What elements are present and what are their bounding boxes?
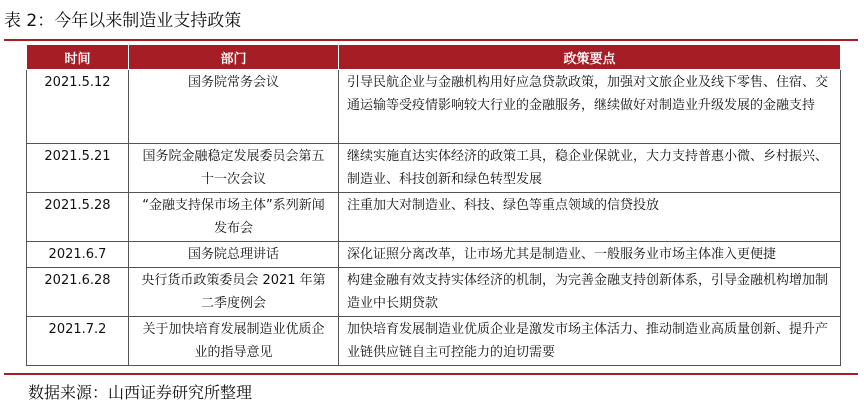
source-note: 数据来源：山西证券研究所整理 xyxy=(28,383,253,402)
table-row xyxy=(27,193,841,242)
header-time: 时间 xyxy=(27,45,129,70)
table-caption: 表 2：今年以来制造业支持政策 xyxy=(4,11,242,31)
cell-dept: 关于加快培育发展制造业优质企业的指导意见 xyxy=(129,317,339,366)
cell-time: 2021.5.28 xyxy=(27,193,129,242)
cell-point: 注重加大对制造业、科技、绿色等重点领域的信贷投放 xyxy=(339,193,841,242)
cell-time: 2021.5.12 xyxy=(27,70,129,144)
cell-dept: “金融支持保市场主体”系列新闻发布会 xyxy=(129,193,339,242)
table-row xyxy=(27,144,841,193)
cell-point: 加快培育发展制造业优质企业是激发市场主体活力、推动制造业高质量创新、提升产业链供应链自主可控能力的迫切需要 xyxy=(339,317,841,366)
table-row xyxy=(27,242,841,268)
cell-dept: 国务院金融稳定发展委员会第五十一次会议 xyxy=(129,144,339,193)
cell-dept: 国务院总理讲话 xyxy=(129,242,339,268)
cell-time: 2021.6.7 xyxy=(27,242,129,268)
source-rule xyxy=(4,373,858,375)
caption-rule xyxy=(4,39,858,41)
table-row xyxy=(27,268,841,317)
cell-time: 2021.7.2 xyxy=(27,317,129,366)
header-point: 政策要点 xyxy=(339,45,841,70)
cell-dept: 国务院常务会议 xyxy=(129,70,339,144)
cell-time: 2021.5.21 xyxy=(27,144,129,193)
table-header-row xyxy=(27,45,841,70)
cell-time: 2021.6.28 xyxy=(27,268,129,317)
cell-point: 构建金融有效支持实体经济的机制，为完善金融支持创新体系，引导金融机构增加制造业中长期贷款 xyxy=(339,268,841,317)
table-row xyxy=(27,317,841,366)
header-dept: 部门 xyxy=(129,45,339,70)
cell-point: 引导民航企业与金融机构用好应急贷款政策，加强对文旅企业及线下零售、住宿、交通运输等受疫情影响较大行业的金融服务，继续做好对制造业升级发展的金融支持 xyxy=(339,70,841,144)
cell-point: 继续实施直达实体经济的政策工具，稳企业保就业，大力支持普惠小微、乡村振兴、制造业、科技创新和绿色转型发展 xyxy=(339,144,841,193)
cell-dept: 央行货币政策委员会 2021 年第二季度例会 xyxy=(129,268,339,317)
table-row xyxy=(27,70,841,144)
cell-point: 深化证照分离改革，让市场尤其是制造业、一般服务业市场主体准入更便捷 xyxy=(339,242,841,268)
policy-table xyxy=(26,44,841,366)
